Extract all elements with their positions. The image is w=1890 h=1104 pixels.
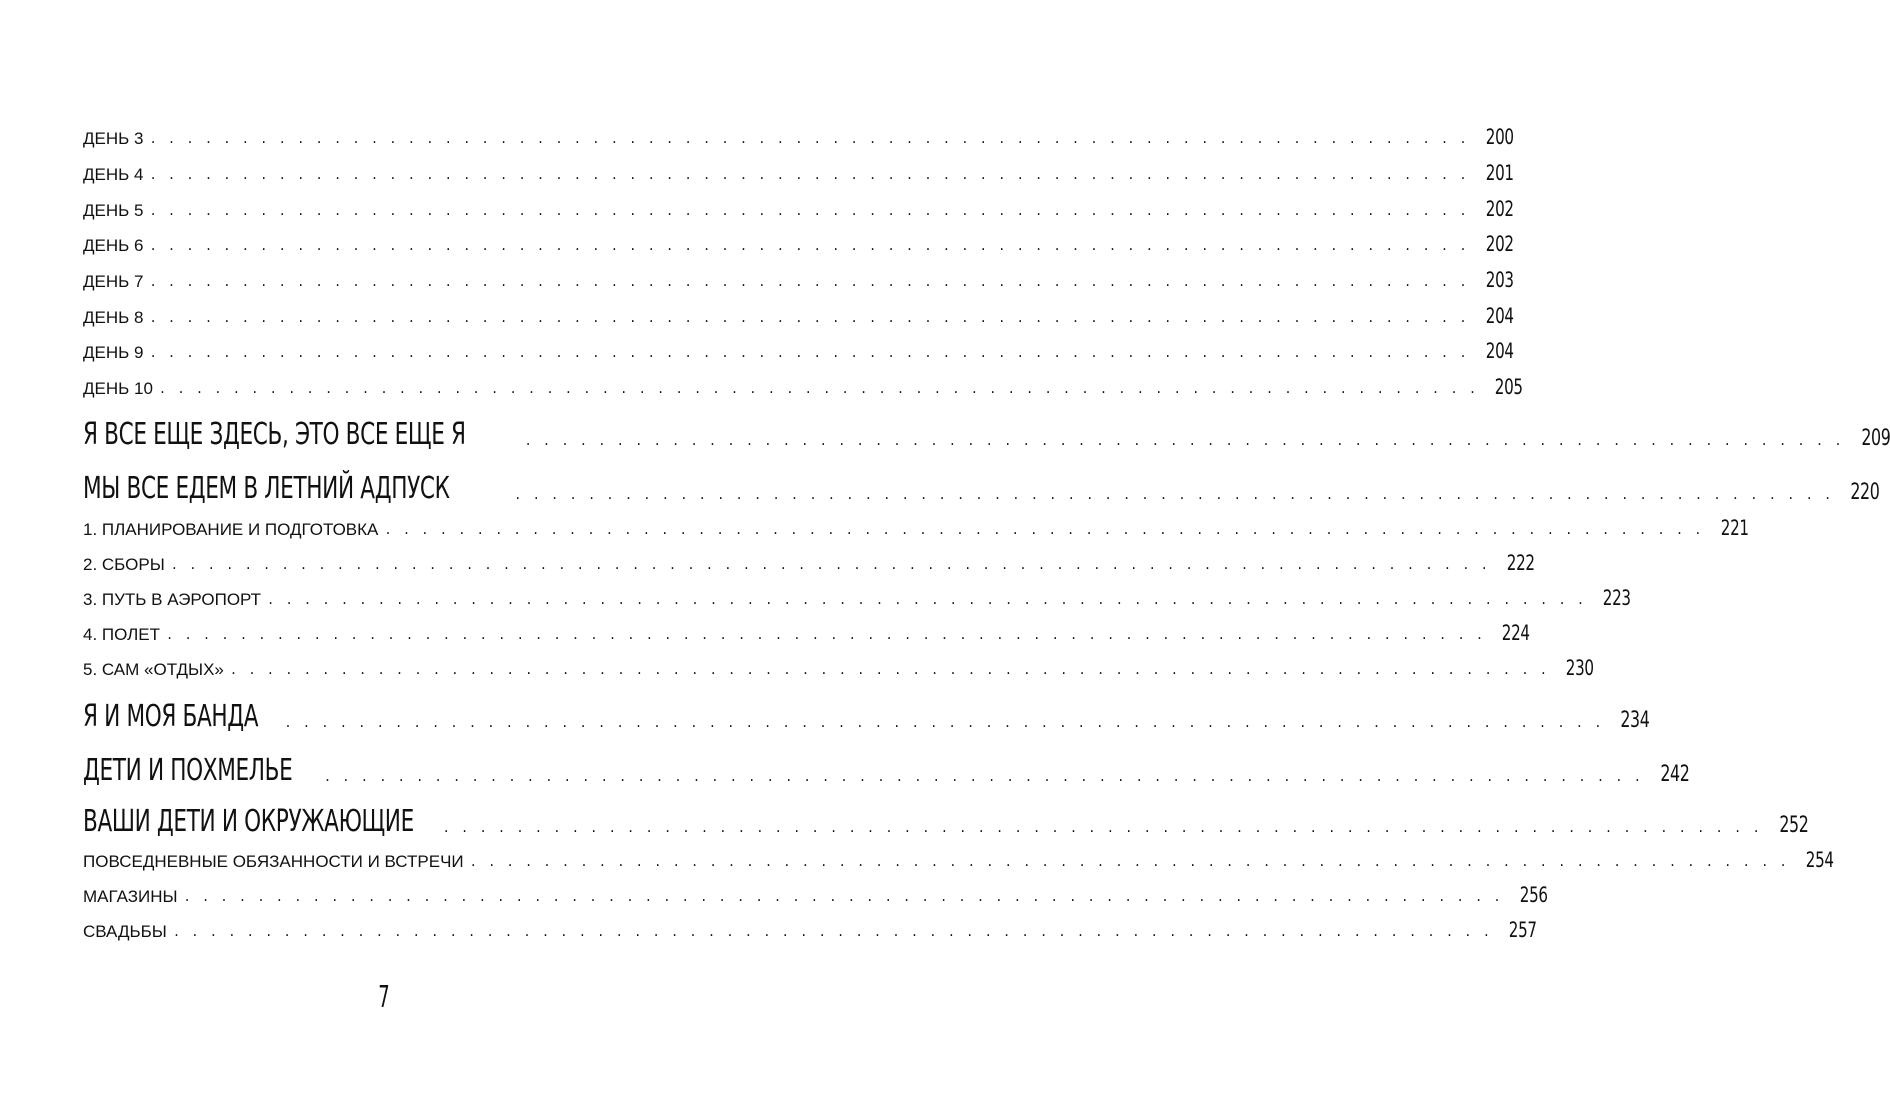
dot-leader: . . . . . . . . . . . . . . . . . . . . . . . . . . . . . . . . . . . . . . . . . . . . . . . . . . . . . . . . . . . . . . . . . . . . . . . . xyxy=(384,523,1704,537)
dot-leader: . . . . . . . . . . . . . . . . . . . . . . . . . . . . . . . . . . . . . . . . . . . . . . . . . . . . . . . . . . . . . . . . . . . . . . . . xyxy=(149,204,1469,218)
toc-entry-title: 5. САМ «ОТДЫХ» xyxy=(83,660,224,679)
toc-entry[interactable] xyxy=(83,125,1514,149)
toc-entry-title: СВАДЬБЫ xyxy=(83,922,167,941)
page-number: 7 xyxy=(378,980,390,1015)
toc-entry[interactable] xyxy=(83,339,1514,363)
toc-entry-title: МЫ ВСЕ ЕДЕМ В ЛЕТНИЙ АДПУСК xyxy=(83,471,450,506)
toc-entry[interactable] xyxy=(83,197,1514,221)
dot-leader: . . . . . . . . . . . . . . . . . . . . . . . . . . . . . . . . . . . . . . . . . . . . . . . . . . . . . . . . . . . . . . . . . . . . . . . . xyxy=(524,434,1844,448)
toc-entry[interactable] xyxy=(83,232,1514,256)
dot-leader: . . . . . . . . . . . . . . . . . . . . . . . . . . . . . . . . . . . . . . . . . . . . . . . . . . . . . . . . . . . . . . . . . . . . . . . . xyxy=(469,855,1789,869)
toc-entry-page: 204 xyxy=(1485,304,1514,328)
dot-leader: . . . . . . . . . . . . . . . . . . . . . . . . . . . . . . . . . . . . . . . . . . . . . . . . . . . . . . . . . . . . . . . . . . . . . . . . xyxy=(149,311,1469,325)
toc-entry-page: 204 xyxy=(1485,339,1514,363)
toc-entry-page: 223 xyxy=(1602,586,1631,610)
toc-entry[interactable] xyxy=(83,586,1631,610)
toc-entry-title: ДЕНЬ 9 xyxy=(83,343,144,362)
toc-entry-page: 222 xyxy=(1506,551,1535,575)
dot-leader: . . . . . . . . . . . . . . . . . . . . . . . . . . . . . . . . . . . . . . . . . . . . . . . . . . . . . . . . . . . . . . . . . . . . . . . . xyxy=(149,346,1469,360)
toc-entry-page: 203 xyxy=(1485,268,1514,292)
toc-entry-title: ДЕНЬ 3 xyxy=(83,129,144,148)
toc-entry-page: 242 xyxy=(1660,762,1690,787)
dot-leader: . . . . . . . . . . . . . . . . . . . . . . . . . . . . . . . . . . . . . . . . . . . . . . . . . . . . . . . . . . . . . . . . . . . . . . . . xyxy=(323,770,1643,784)
toc-entry-title: Я И МОЯ БАНДА xyxy=(83,699,259,734)
toc-entry-title: ДЕНЬ 10 xyxy=(83,379,153,398)
dot-leader: . . . . . . . . . . . . . . . . . . . . . . . . . . . . . . . . . . . . . . . . . . . . . . . . . . . . . . . . . . . . . . . . . . . . . . . . xyxy=(170,558,1490,572)
dot-leader: . . . . . . . . . . . . . . . . . . . . . . . . . . . . . . . . . . . . . . . . . . . . . . . . . . . . . . . . . . . . . . . . . . . . . . . . xyxy=(172,925,1492,939)
toc-entry-title: Я ВСЕ ЕЩЕ ЗДЕСЬ, ЭТО ВСЕ ЕЩЕ Я xyxy=(83,417,466,452)
toc-entry-page: 202 xyxy=(1485,197,1514,221)
dot-leader: . . . . . . . . . . . . . . . . . . . . . . . . . . . . . . . . . . . . . . . . . . . . . . . . . . . . . . . . . . . . . . . . . . . . . . . . xyxy=(442,821,1762,835)
dot-leader: . . . . . . . . . . . . . . . . . . . . . . . . . . . . . . . . . . . . . . . . . . . . . . . . . . . . . . . . . . . . . . . . . . . . . . . . xyxy=(166,628,1486,642)
toc-entry-page: 202 xyxy=(1485,232,1514,256)
dot-leader: . . . . . . . . . . . . . . . . . . . . . . . . . . . . . . . . . . . . . . . . . . . . . . . . . . . . . . . . . . . . . . . . . . . . . . . . xyxy=(149,275,1469,289)
toc-entry[interactable] xyxy=(83,883,1548,907)
toc-entry-page: 205 xyxy=(1494,375,1523,399)
toc-entry-page: 220 xyxy=(1850,480,1880,505)
toc-entry[interactable] xyxy=(83,516,1749,540)
toc-entry-page: 254 xyxy=(1805,848,1834,872)
toc-entry-title: ДЕНЬ 5 xyxy=(83,201,144,220)
toc-entry-title: МАГАЗИНЫ xyxy=(83,887,178,906)
toc-entry-title: 4. ПОЛЕТ xyxy=(83,625,161,644)
toc-entry-title: 3. ПУТЬ В АЭРОПОРТ xyxy=(83,590,262,609)
toc-entry[interactable] xyxy=(83,848,1834,872)
toc-entry-page: 256 xyxy=(1519,883,1548,907)
toc-entry-title: ДЕНЬ 7 xyxy=(83,272,144,291)
toc-entry-title: ДЕНЬ 8 xyxy=(83,308,144,327)
toc-entry-page: 209 xyxy=(1860,426,1890,451)
dot-leader: . . . . . . . . . . . . . . . . . . . . . . . . . . . . . . . . . . . . . . . . . . . . . . . . . . . . . . . . . . . . . . . . . . . . . . . . xyxy=(149,239,1469,253)
dot-leader: . . . . . . . . . . . . . . . . . . . . . . . . . . . . . . . . . . . . . . . . . . . . . . . . . . . . . . . . . . . . . . . . . . . . . . . . xyxy=(284,716,1604,730)
toc-entry-page: 221 xyxy=(1720,516,1749,540)
toc-entry-title: ВАШИ ДЕТИ И ОКРУЖАЮЩИЕ xyxy=(83,804,414,839)
dot-leader: . . . . . . . . . . . . . . . . . . . . . . . . . . . . . . . . . . . . . . . . . . . . . . . . . . . . . . . . . . . . . . . . . . . . . . . . xyxy=(149,132,1469,146)
toc-entry-page: 234 xyxy=(1620,708,1650,733)
toc-entry[interactable] xyxy=(83,804,1809,839)
toc-entry-page: 200 xyxy=(1485,125,1514,149)
dot-leader: . . . . . . . . . . . . . . . . . . . . . . . . . . . . . . . . . . . . . . . . . . . . . . . . . . . . . . . . . . . . . . . . . . . . . . . . xyxy=(514,488,1834,502)
toc-entry[interactable] xyxy=(83,375,1523,399)
dot-leader: . . . . . . . . . . . . . . . . . . . . . . . . . . . . . . . . . . . . . . . . . . . . . . . . . . . . . . . . . . . . . . . . . . . . . . . . xyxy=(158,382,1479,396)
toc-entry-title: 2. СБОРЫ xyxy=(83,555,165,574)
toc-entry[interactable] xyxy=(83,268,1514,292)
dot-leader: . . . . . . . . . . . . . . . . . . . . . . . . . . . . . . . . . . . . . . . . . . . . . . . . . . . . . . . . . . . . . . . . . . . . . . . . xyxy=(183,890,1503,904)
toc-entry[interactable] xyxy=(83,918,1537,942)
toc-entry-title: 1. ПЛАНИРОВАНИЕ И ПОДГОТОВКА xyxy=(83,520,379,539)
toc-entry-title: ПОВСЕДНЕВНЫЕ ОБЯЗАННОСТИ И ВСТРЕЧИ xyxy=(83,852,464,871)
dot-leader: . . . . . . . . . . . . . . . . . . . . . . . . . . . . . . . . . . . . . . . . . . . . . . . . . . . . . . . . . . . . . . . . . . . . . . . . xyxy=(149,168,1469,182)
toc-entry[interactable] xyxy=(83,551,1535,575)
toc-entry[interactable] xyxy=(83,621,1530,645)
toc-entry-title: ДЕНЬ 4 xyxy=(83,165,144,184)
dot-leader: . . . . . . . . . . . . . . . . . . . . . . . . . . . . . . . . . . . . . . . . . . . . . . . . . . . . . . . . . . . . . . . . . . . . . . . . xyxy=(229,663,1550,677)
toc-entry[interactable] xyxy=(83,656,1594,680)
toc-entry-title: ДЕНЬ 6 xyxy=(83,236,144,255)
toc-entry[interactable] xyxy=(83,161,1514,185)
toc-entry[interactable] xyxy=(83,753,1690,788)
toc-entry-page: 230 xyxy=(1565,656,1594,680)
toc-entry-page: 252 xyxy=(1779,813,1809,838)
toc-entry-page: 257 xyxy=(1508,918,1537,942)
toc-entry[interactable] xyxy=(83,304,1514,328)
toc-entry-page: 201 xyxy=(1485,161,1514,185)
toc-entry[interactable] xyxy=(83,471,1880,506)
toc-entry[interactable] xyxy=(83,417,1890,452)
toc-entry-title: ДЕТИ И ПОХМЕЛЬЕ xyxy=(83,753,293,788)
toc-entry-page: 224 xyxy=(1501,621,1530,645)
toc-entry[interactable] xyxy=(83,699,1650,734)
dot-leader: . . . . . . . . . . . . . . . . . . . . . . . . . . . . . . . . . . . . . . . . . . . . . . . . . . . . . . . . . . . . . . . . . . . . . . . . xyxy=(267,593,1587,607)
